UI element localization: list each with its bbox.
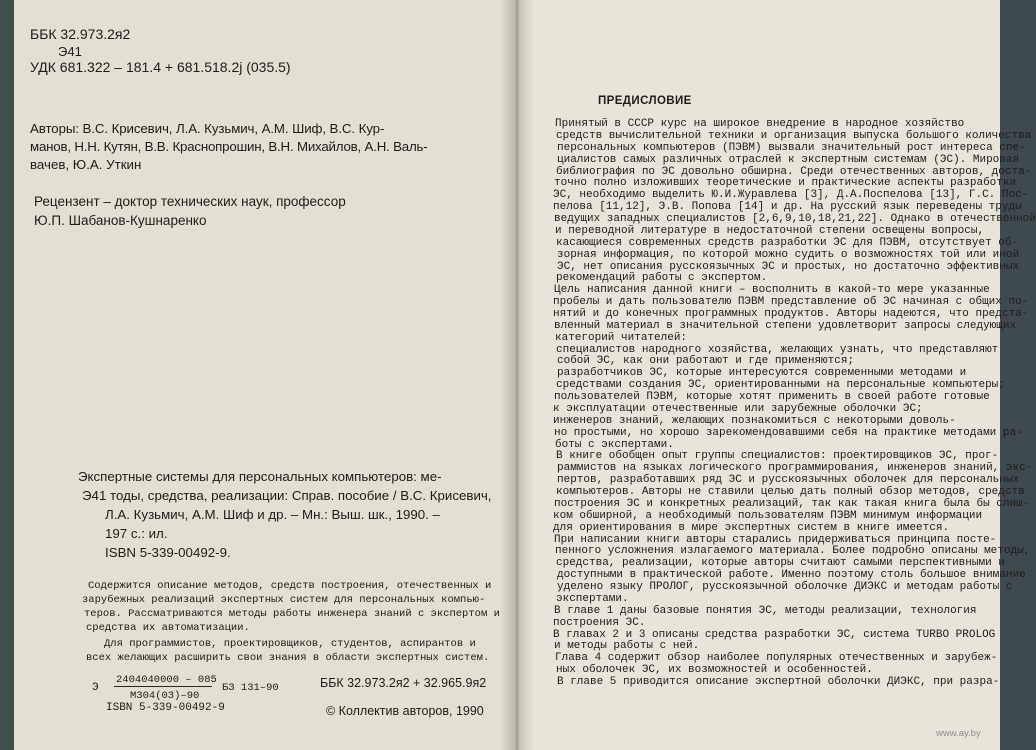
preface-line: разработчиков ЭС, которые интересуются современными методами и: [557, 367, 967, 380]
bbk-code: ББК 32.973.2я2: [30, 26, 131, 42]
annotation-line: Содержится описание методов, средств построения, отечественных и: [88, 580, 492, 592]
preface-line: касающиеся современных средств разработки ЭС для ПЭВМ, отсутствует об-: [556, 236, 1019, 249]
preface-line: для ориентирования в мире экспертных систем в книге имеется.: [553, 521, 950, 534]
preface-line: ных оболочек ЭС, их возможностей и особенностей.: [556, 664, 873, 677]
preface-line: В книге обобщен опыт группы специалистов: проектировщиков ЭС, прог-: [556, 450, 999, 463]
annotation-line: средства их автоматизации.: [86, 622, 250, 634]
preface-line: средства, реализации, которые авторы считают самыми перспективными и: [556, 557, 1005, 570]
authors-line: вачев, Ю.А. Уткин: [30, 157, 142, 172]
formula-letter: Э: [92, 682, 99, 694]
preface-line: компьютеров. Авторы не ставили целью дать полный обзор методов, средств: [556, 486, 1025, 498]
catalog-code: Э41: [58, 44, 82, 59]
preface-line: пробелы и дать пользователю ПЭВМ представление об ЭС начиная с общих по-: [553, 296, 1029, 309]
preface-line: средствами создания ЭС, ориентированными на персональные компьютеры;: [556, 379, 1005, 392]
isbn-bottom: ISBN 5-339-00492-9: [106, 702, 225, 714]
authors-line: манов, Н.Н. Кутян, В.В. Краснопрошин, В.Н. Михайлов, А.Н. Валь-: [30, 139, 428, 154]
preface-line: боты с экспертами.: [555, 438, 674, 451]
preface-line: пелова [11,12], Э.В. Попова [14] и др. На русский язык переведены труды: [553, 201, 1022, 214]
preface-line: экспертами.: [556, 592, 629, 605]
biblio-line: ISBN 5-339-00492-9.: [105, 545, 231, 560]
preface-line: библиография по ЭС довольно обширна. Среди отечественных авторов, доста-: [556, 165, 1032, 178]
preface-line: В главах 2 и 3 описаны средства разработки ЭС, система TURBO PROLOG: [553, 628, 996, 641]
preface-line: специалистов народного хозяйства, желающих узнать, что представляют: [556, 343, 999, 356]
preface-line: уделено языку ПРОЛОГ, русскоязычной оболочке ДИЭКС и методам работы с: [557, 581, 1013, 593]
preface-line: построения ЭС и конкретных реализаций, так как такая книга была бы слиш-: [554, 497, 1030, 510]
preface-line: раммистов на языках логического программирования, инженеров знаний, экс-: [557, 462, 1033, 475]
annotation-line: Для программистов, проектировщиков, студентов, аспирантов и: [104, 638, 476, 650]
preface-line: средств вычислительной техники и организация выпуска большого количества: [556, 129, 1032, 142]
copyright-notice: © Коллектив авторов, 1990: [326, 704, 484, 718]
preface-line: В главе 1 даны базовые понятия ЭС, методы реализации, технология: [554, 604, 977, 617]
book-cover-edge: [0, 0, 14, 750]
preface-line: нятий и до конечных программных продуктов. Авторы надеются, что предста-: [553, 308, 1029, 320]
preface-line: пенного усложнения излагаемого материала. Более подробно описаны методы,: [555, 545, 1031, 558]
preface-title: ПРЕДИСЛОВИЕ: [598, 95, 692, 107]
preface-line: доступными в практической работе. Именно поэтому столь большое внимание: [557, 569, 1026, 582]
preface-line: рекомендаций работы с экспертом.: [556, 272, 768, 285]
preface-line: пользователей ПЭВМ, которые хотят применить в своей работе готовые: [554, 391, 990, 404]
annotation-line: всех желающих расширить свои знания в области экспертных систем.: [86, 652, 490, 664]
preface-line: ЭС, необходимо выделить Ю.И.Журавлева [3], Д.А.Поспелова [13], Г.С. Пос-: [553, 189, 1029, 202]
book-gutter: [500, 0, 534, 750]
biblio-line: Экспертные системы для персональных компьютеров: ме-: [78, 469, 442, 484]
preface-line: Цель написания данной книги – восполнить в какой-то мере указанные: [554, 284, 990, 297]
preface-line: вленный материал в значительной степени удовлетворит запросы следующих: [554, 319, 1017, 332]
preface-line: собой ЭС, как они работают и где применяются;: [557, 355, 855, 368]
bbk-full-code: ББК 32.973.2я2 + 32.965.9я2: [320, 676, 487, 690]
preface-line: персональных компьютеров (ПЭВМ) вызвали значительный рост интереса спе-: [557, 141, 1026, 154]
preface-line: но простыми, но хорошо зарекомендовавшими себя на практике методами ра-: [554, 426, 1023, 439]
annotation-line: зарубежных реализаций экспертных систем для персональных компью-: [82, 594, 486, 606]
preface-line: к эксплуатации отечественные или зарубежные оболочки ЭС;: [553, 402, 923, 415]
reviewer-line: Ю.П. Шабанов-Кушнаренко: [34, 213, 207, 228]
formula-fraction-bar: [114, 686, 212, 687]
preface-line: ЭС, нет описания русскоязычных ЭС и простых, но достаточно эффективных: [557, 260, 1020, 273]
formula-denominator: М304(03)–90: [130, 690, 200, 702]
preface-line: В главе 5 приводится описание экспертной оболочки ДИЭКС, при разра-: [557, 676, 1000, 688]
preface-line: циалистов самых различных отраслей к экспертным системам (ЭС). Мировая: [557, 153, 1020, 166]
formula-bz: БЗ 131–90: [222, 682, 279, 694]
preface-line: зорная информация, по которой можно судить о возможностях той или иной: [557, 248, 1020, 261]
preface-line: При написании книги авторы старались придерживаться принципа посте-: [554, 533, 997, 546]
preface-line: пертов, разработавших ряд ЭС и русскоязычных оболочек для персональных: [557, 474, 1020, 487]
preface-line: построения ЭС.: [553, 616, 646, 629]
watermark: www.ay.by: [936, 728, 981, 739]
preface-line: и методы работы с ней.: [554, 640, 700, 653]
annotation-line: теров. Рассматриваются методы работы инженера знаний с экспертом и: [84, 608, 500, 620]
preface-line: категорий читателей:: [555, 331, 688, 344]
biblio-line: Э41 тоды, средства, реализации: Справ. пособие / В.С. Крисевич,: [82, 488, 492, 503]
preface-line: ком обширной, а необходимый пользователям ПЭВМ минимум информации: [553, 509, 983, 522]
preface-line: Глава 4 содержит обзор наиболее популярных отечественных и зарубеж-: [555, 652, 998, 665]
udk-code: УДК 681.322 – 181.4 + 681.518.2j (035.5): [30, 59, 291, 75]
formula-numerator: 2404040000 – 085: [116, 674, 217, 686]
preface-line: точно полно изложивших теоретические и практические аспекты разработки: [554, 177, 1017, 190]
reviewer-line: Рецензент – доктор технических наук, профессор: [34, 194, 346, 209]
preface-line: Принятый в СССР курс на широкое внедрение в народное хозяйство: [555, 118, 965, 130]
authors-line: Авторы: В.С. Крисевич, Л.А. Кузьмич, А.М. Шиф, В.С. Кур-: [30, 121, 385, 136]
preface-line: инженеров знаний, желающих познакомиться с некоторыми доволь-: [553, 414, 956, 427]
preface-line: и переводной литературе в недостаточной степени освещены вопросы,: [555, 224, 985, 237]
biblio-line: 197 с.: ил.: [105, 526, 168, 541]
preface-line: ведущих западных специалистов [2,6,9,10,18,21,22]. Однако в отечественной: [554, 213, 1036, 225]
biblio-line: Л.А. Кузьмич, А.М. Шиф и др. – Мн.: Выш. шк., 1990. –: [105, 507, 440, 522]
